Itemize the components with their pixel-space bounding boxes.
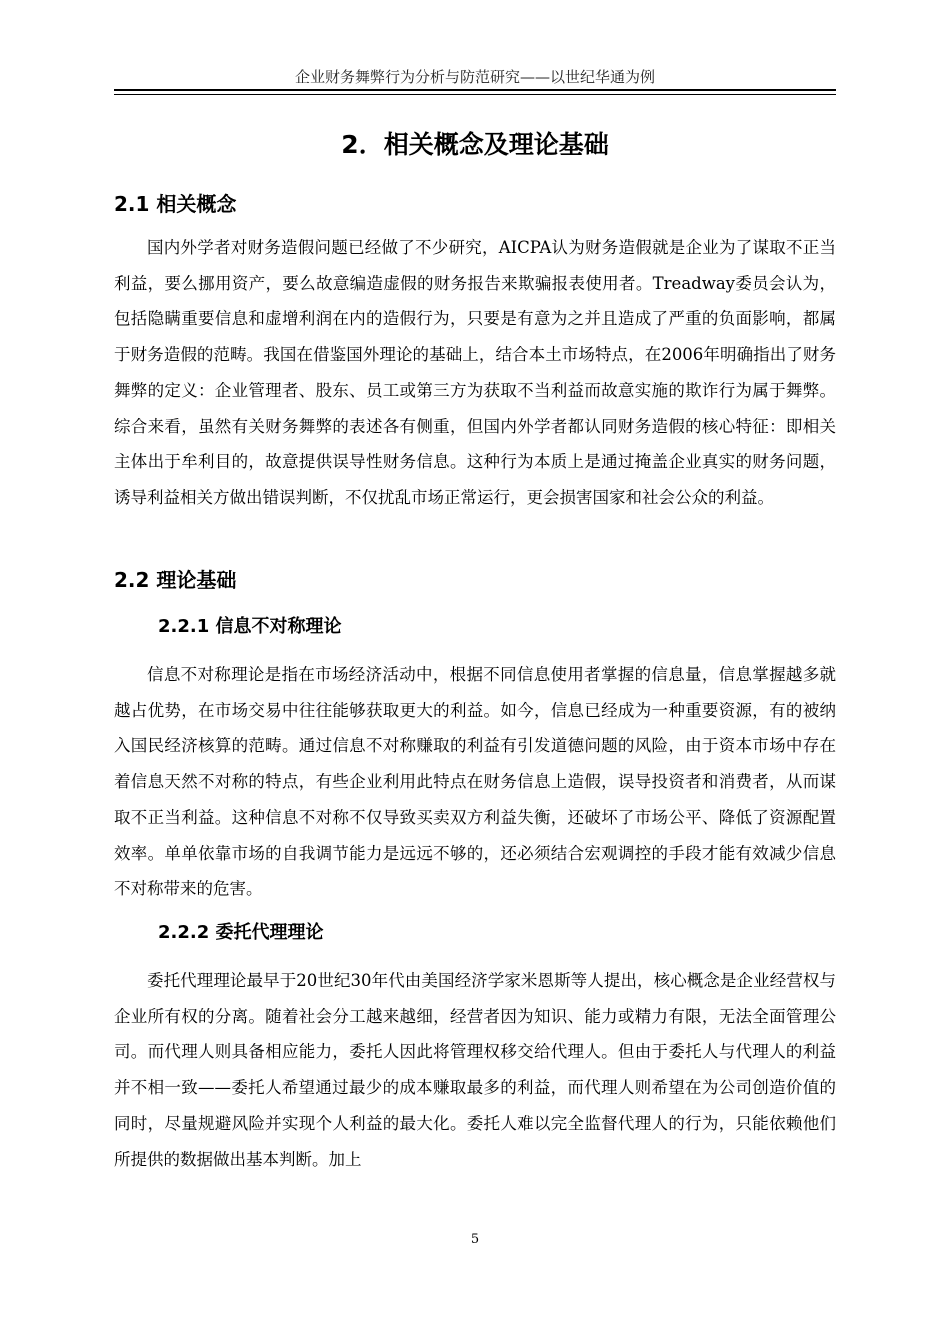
- paragraph-information-asymmetry: 信息不对称理论是指在市场经济活动中，根据不同信息使用者掌握的信息量，信息掌握越多就越占优势，在市场交易中往往能够获取更大的利益。如今，信息已经成为一种重要资源，有的被纳入国民经济核算的范畴。通过信息不对称赚取的利益有引发道德问题的风险，由于资本市场中存在着信息天然不对称的特点，有些企业利用此特点在财务信息上造假，误导投资者和消费者，从而谋取不正当利益。这种信息不对称不仅导致买卖双方利益失衡，还破坏了市场公平、降低了资源配置效率。单单依靠市场的自我调节能力是远远不够的，还必须结合宏观调控的手段才能有效减少信息不对称带来的危害。: [114, 665, 836, 899]
- page-number: 5: [470, 1232, 480, 1247]
- paragraph-related-concepts: 国内外学者对财务造假问题已经做了不少研究，AICPA认为财务造假就是企业为了谋取不正当利益，要么挪用资产，要么故意编造虚假的财务报告来欺骗报表使用者。Treadway委员会认为，包括隐瞒重要信息和虚增利润在内的造假行为，只要是有意为之并且造成了严重的负面影响，都属于财务造假的范畴。我国在借鉴国外理论的基础上，结合本土市场特点，在2006年明确指出了财务舞弊的定义：企业管理者、股东、员工或第三方为获取不当利益而故意实施的欺诈行为属于舞弊。综合来看，虽然有关财务舞弊的表述各有侧重，但国内外学者都认同财务造假的核心特征：即相关主体出于牟利目的，故意提供误导性财务信息。这种行为本质上是通过掩盖企业真实的财务问题，诱导利益相关方做出错误判断，不仅扰乱市场正常运行，更会损害国家和社会公众的利益。: [114, 238, 836, 507]
- subsection-heading-2-2-1: 2.2.1 信息不对称理论: [158, 616, 342, 637]
- paragraph-principal-agent: 委托代理理论最早于20世纪30年代由美国经济学家米恩斯等人提出，核心概念是企业经营权与企业所有权的分离。随着社会分工越来越细，经营者因为知识、能力或精力有限，无法全面管理公司。而代理人则具备相应能力，委托人因此将管理权移交给代理人。但由于委托人与代理人的利益并不相一致——委托人希望通过最少的成本赚取最多的利益，而代理人则希望在为公司创造价值的同时，尽量规避风险并实现个人利益的最大化。委托人难以完全监督代理人的行为，只能依赖他们所提供的数据做出基本判断。加上: [114, 971, 836, 1169]
- chapter-title: 2．相关概念及理论基础: [341, 130, 609, 159]
- running-header: 企业财务舞弊行为分析与防范研究——以世纪华通为例: [294, 68, 655, 86]
- section-heading-2-2: 2.2 理论基础: [114, 568, 237, 592]
- subsection-heading-2-2-2: 2.2.2 委托代理理论: [158, 922, 324, 943]
- header-rule-thin: [114, 94, 836, 95]
- header-rule-thick: [114, 89, 836, 91]
- section-heading-2-1: 2.1 相关概念: [114, 192, 237, 216]
